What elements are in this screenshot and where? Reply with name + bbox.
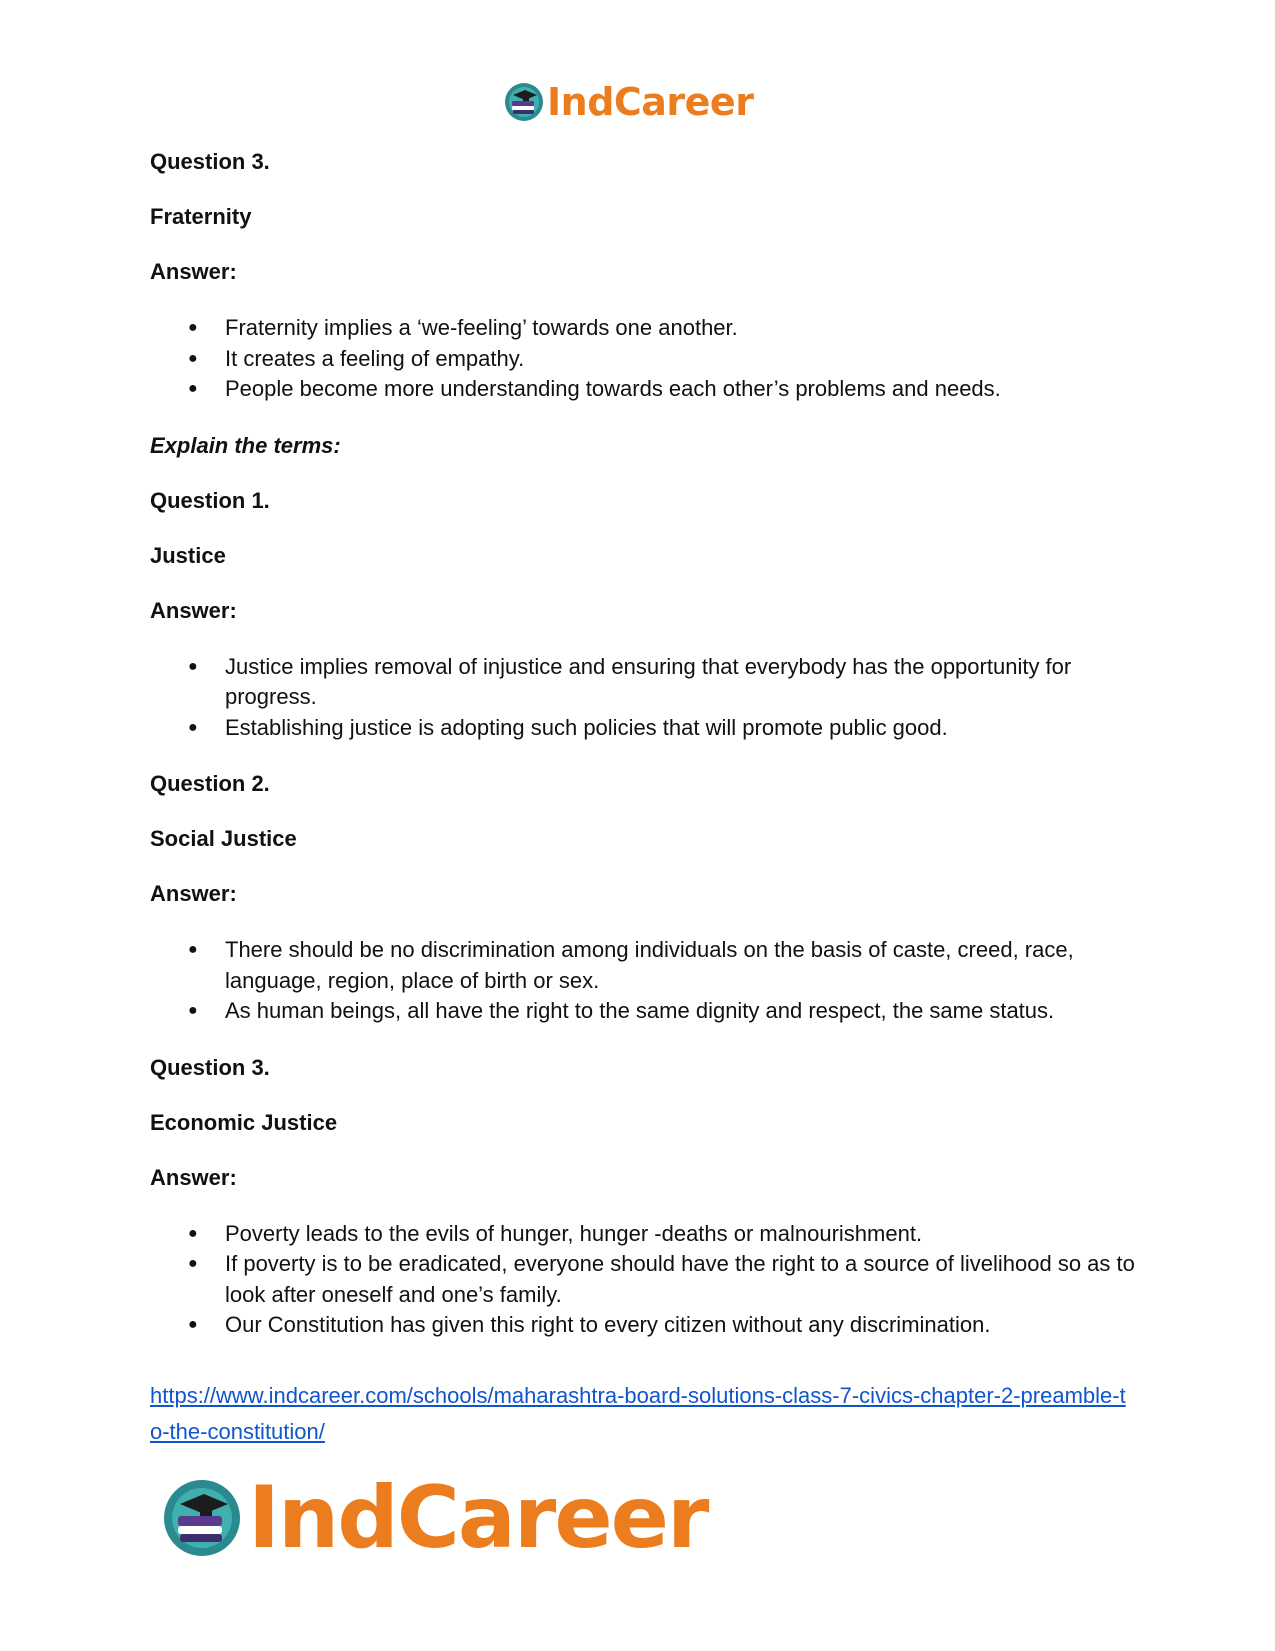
list-item: ● Justice implies removal of injustice and ensuring that everybody has the opportunity for progress. (150, 652, 1140, 713)
answer-list (150, 935, 1140, 1027)
answer-label: Answer: (150, 881, 237, 906)
list-item: ● As human beings, all have the right to the same dignity and respect, the same status. (150, 996, 1140, 1027)
source-link[interactable]: https://www.indcareer.com/schools/maharashtra-board-solutions-class-7-civics-chapter-2-preamble-to-the-constitution/ (150, 1383, 1126, 1444)
list-item: ● People become more understanding towards each other’s problems and needs. (150, 374, 1140, 405)
question-title: Social Justice (150, 826, 297, 851)
graduation-book-icon (160, 1476, 244, 1560)
question-title: Fraternity (150, 204, 252, 229)
list-item: ● There should be no discrimination among individuals on the basis of caste, creed, race, language, region, place of birth or sex. (150, 935, 1140, 996)
question-label: Question 3. (150, 1054, 270, 1080)
answer-label: Answer: (150, 1164, 237, 1190)
graduation-book-icon (503, 81, 545, 123)
question-label: Question 3. (150, 149, 270, 174)
list-item: ● Poverty leads to the evils of hunger, hunger -deaths or malnourishment. (150, 1219, 1140, 1250)
list-item: ● If poverty is to be eradicated, everyone should have the right to a source of livelihood so as to look after oneself and one’s family. (150, 1249, 1140, 1310)
list-item: ● Fraternity implies a ‘we-feeling’ towards one another. (150, 313, 1140, 344)
answer-list (150, 313, 1140, 405)
question-label: Question 1. (150, 487, 270, 513)
answer-label: Answer: (150, 259, 237, 284)
answer-label: Answer: (150, 597, 237, 623)
list-item: ● Establishing justice is adopting such policies that will promote public good. (150, 713, 1140, 744)
footer-logo-text: IndCareer (248, 1468, 708, 1568)
header-logo-text: IndCareer (547, 80, 754, 124)
answer-list (150, 652, 1140, 744)
footer-logo (160, 1468, 707, 1568)
list-item: ● Our Constitution has given this right to every citizen without any discrimination. (150, 1310, 1140, 1341)
list-item: ● It creates a feeling of empathy. (150, 344, 1140, 375)
document-body (150, 148, 1140, 1341)
answer-list (150, 1219, 1140, 1341)
header-logo (503, 80, 753, 124)
section-heading: Explain the terms: (150, 432, 341, 458)
question-title: Economic Justice (150, 1109, 338, 1135)
question-title: Justice (150, 542, 226, 568)
question-label: Question 2. (150, 771, 270, 796)
